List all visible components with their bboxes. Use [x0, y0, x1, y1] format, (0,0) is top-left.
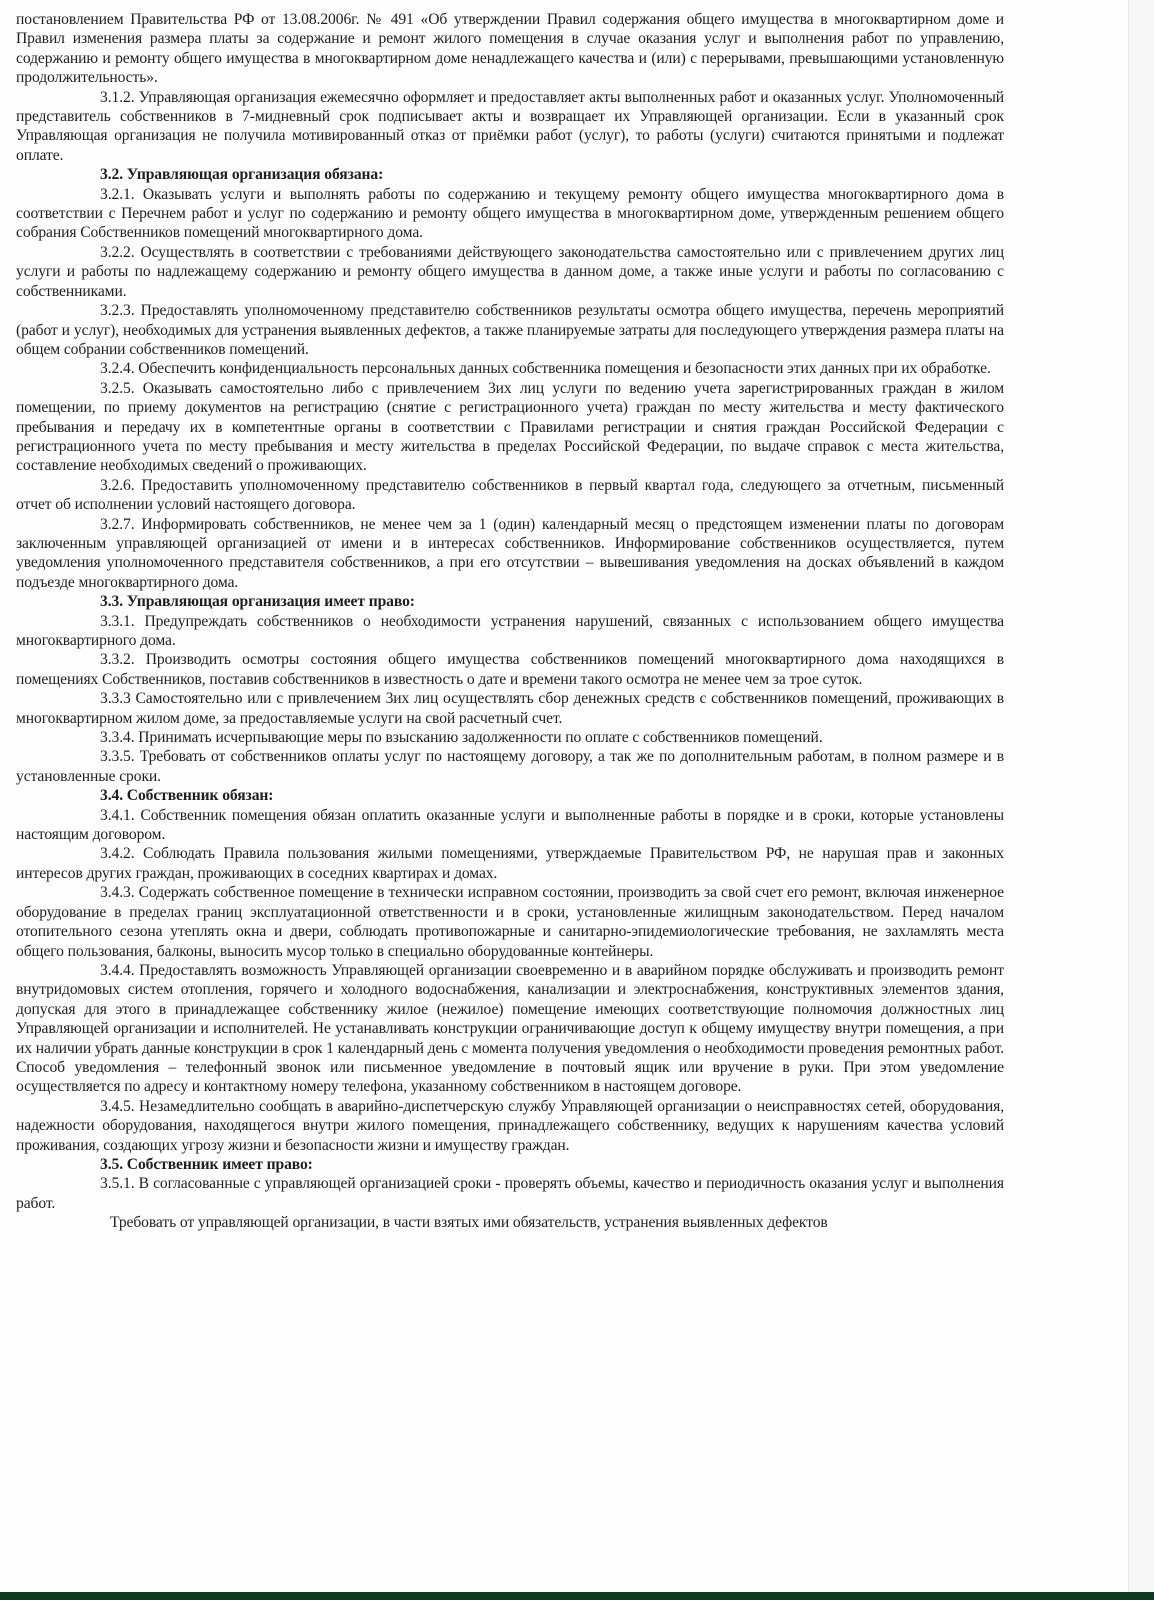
paragraph: 3.2.5. Оказывать самостоятельно либо с привлечением 3их лиц услуги по ведению учета зарегистрированных граждан в жилом помещении, по приему документов на регистрацию (снятие с регистрационного учета) граждан по месту жительства и месту фактического пребывания и передачу их в компетентные органы в соответствии с Правилами регистрации и снятия граждан Российской Федерации с регистрационного учета по месту пребывания и месту жительства в пределах Российской Федерации, по выдаче справок с места жительства, составление необходимых сведений о проживающих. — [16, 379, 1004, 475]
paragraph: 3.2.1. Оказывать услуги и выполнять работы по содержанию и текущему ремонту общего имущества многоквартирного дома в соответствии с Перечнем работ и услуг по содержанию и ремонту общего имущества в многоквартирном доме, утвержденным решением общего собрания Собственников помещений многоквартирного дома. — [16, 185, 1004, 242]
paragraph: 3.4.3. Содержать собственное помещение в технически исправном состоянии, производить за свой счет его ремонт, включая инженерное оборудование в пределах границ эксплуатационной ответственности и в сроки, установленные жилищным законодательством. Перед началом отопительного сезона утеплять окна и двери, соблюдать противопожарные и санитарно-эпидемиологические требования, не захламлять места общего пользования, балконы, выносить мусор только в специально оборудованные контейнеры. — [16, 884, 1004, 960]
paragraph: 3.2.2. Осуществлять в соответствии с требованиями действующего законодательства самостоятельно или с привлечением других лиц услуги и работы по надлежащему содержанию и ремонту общего имущества в данном доме, а также иные услуги и работы по согласованию с собственниками. — [16, 243, 1004, 300]
paragraph: 3.2.4. Обеспечить конфиденциальность персональных данных собственника помещения и безопасности этих данных при их обработке. — [100, 360, 991, 378]
paragraph: 3.3.2. Производить осмотры состояния общего имущества собственников помещений многоквартирного дома находящихся в помещениях Собственников, поставив собственников в известность о дате и времени такого осмотра не менее чем за трое суток. — [16, 651, 1004, 688]
paragraph: Требовать от управляющей организации, в части взятых ими обязательств, устранения выявленных дефектов — [110, 1214, 828, 1232]
paragraph: 3.2.7. Информировать собственников, не менее чем за 1 (один) календарный месяц о предстоящем изменении платы по договорам заключенным управляющей организацией от имени и в интересах собственников. Информирование собственников осуществляется, путем уведомления уполномоченного представителя собственников, а при его отсутствии – вывешивания уведомления на досках объявлений в каждом подъезде многоквартирного дома. — [16, 515, 1004, 591]
section-heading: 3.3. Управляющая организация имеет право: — [100, 593, 415, 611]
paragraph: 3.4.1. Собственник помещения обязан оплатить оказанные услуги и выполненные работы в порядке и в сроки, которые установлены настоящим договором. — [16, 806, 1004, 844]
bottom-border — [0, 1592, 1154, 1600]
paragraph: 3.4.5. Незамедлительно сообщать в аварийно-диспетчерскую службу Управляющей организации о неисправностях сетей, оборудования, надежности оборудования, находящегося внутри жилого помещения, принадлежащего собственнику, ведущих к нарушениям качества условий проживания, создающих угрозу жизни и безопасности жизни и имуществу граждан. — [16, 1097, 1004, 1154]
section-heading: 3.5. Собственник имеет право: — [100, 1155, 313, 1173]
paragraph: 3.3.4. Принимать исчерпывающие меры по взысканию задолженности по оплате с собственников помещений. — [100, 729, 823, 747]
page-edge — [1128, 0, 1154, 1592]
paragraph: 3.2.3. Предоставлять уполномоченному представителю собственников результаты осмотра общего имущества, перечень мероприятий (работ и услуг), необходимых для устранения выявленных дефектов, а также планируемые затраты для последующего утверждения размера платы на общем собрании собственников помещений. — [16, 302, 1004, 358]
paragraph: 3.3.5. Требовать от собственников оплаты услуг по настоящему договору, а так же по дополнительным работам, в полном размере и в установленные сроки. — [16, 748, 1004, 785]
paragraph: 3.3.3 Самостоятельно или с привлечением 3их лиц осуществлять сбор денежных средств с собственников помещений, проживающих в многоквартирном жилом доме, за предоставляемые услуги на свой расчетный счет. — [16, 690, 1004, 727]
paragraph: 3.3.1. Предупреждать собственников о необходимости устранения нарушений, связанных с использованием общего имущества многоквартирного дома. — [16, 612, 1004, 649]
paragraph: 3.4.2. Соблюдать Правила пользования жилыми помещениями, утверждаемые Правительством РФ, не нарушая прав и законных интересов других граждан, проживающих в соседних квартирах и домах. — [16, 845, 1004, 882]
paragraph: 3.1.2. Управляющая организация ежемесячно оформляет и предоставляет акты выполненных работ и оказанных услуг. Уполномоченный представитель собственников в 7-мидневный срок подписывает акты и возвращает их Управляющей организации. Если в указанный срок Управляющая организация не получила мотивированный отказ от приёмки работ (услуг), то работы (услуги) считаются принятыми и подлежат оплате. — [16, 88, 1004, 164]
section-heading: 3.2. Управляющая организация обязана: — [100, 166, 384, 184]
paragraph: 3.5.1. В согласованные с управляющей организацией сроки - проверять объемы, качество и периодичность оказания услуг и выполнения работ. — [16, 1175, 1004, 1212]
paragraph: 3.4.4. Предоставлять возможность Управляющей организации своевременно и в аварийном порядке обслуживать и производить ремонт внутридомовых систем отопления, горячего и холодного водоснабжения, канализации и электроснабжения, конструктивных элементов здания, допуская для этого в принадлежащее собственнику жилое (нежилое) помещение имеющих соответствующие полномочия должностных лиц Управляющей организации и исполнителей. Не устанавливать конструкции ограничивающие доступ к общему имуществу внутри помещения, а при их наличии убрать данные конструкции в срок 1 календарный день с момента получения уведомления о необходимости проведения ремонтных работ. Способ уведомления – телефонный звонок или письменное уведомление в почтовый ящик или вручение в руки. При этом уведомление осуществляется по адресу и контактному номеру телефона, указанному собственником в настоящем договоре. — [16, 961, 1004, 1096]
paragraph: постановлением Правительства РФ от 13.08.2006г. № 491 «Об утверждении Правил содержания общего имущества в многоквартирном доме и Правил изменения размера платы за содержание и ремонт жилого помещения в случае оказания услуг и выполнения работ по управлению, содержанию и ремонту общего имущества в многоквартирном доме ненадлежащего качества и (или) с перерывами, превышающими установленную продолжительность». — [16, 11, 1004, 87]
section-heading: 3.4. Собственник обязан: — [100, 787, 274, 805]
paragraph: 3.2.6. Предоставить уполномоченному представителю собственников в первый квартал года, следующего за отчетным, письменный отчет об исполнении условий настоящего договора. — [16, 476, 1004, 514]
document-body — [16, 10, 1004, 1233]
